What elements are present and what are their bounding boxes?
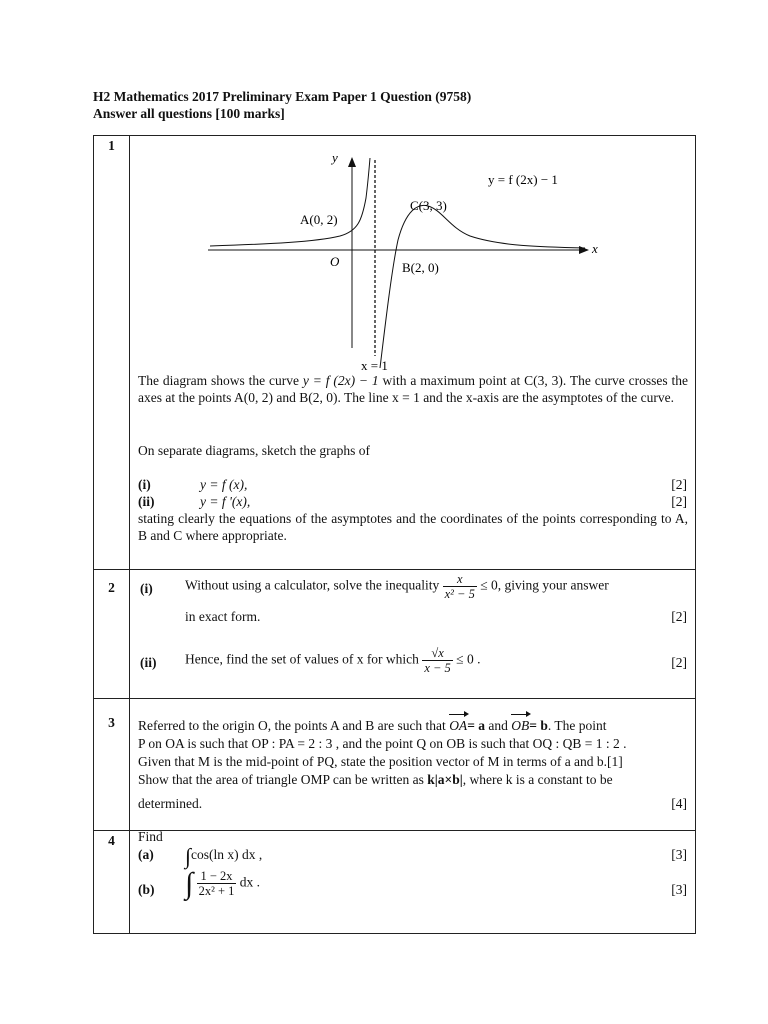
point-c-label: C(3, 3) [410, 198, 447, 213]
q2-part-i-line: Without using a calculator, solve the inequality $\frac{x}{\text{x² − 5}}$ ≤ 0, giving your answer [185, 572, 609, 601]
exam-title: H2 Mathematics 2017 Preliminary Exam Paper 1 Question (9758) [93, 89, 472, 104]
vector-ob: OB [511, 718, 530, 733]
q4-part-b-integral: ∫ $\frac{1 - 2x}{\text{2x² + 1}}$ dx . [185, 867, 261, 900]
q1-part-ii-marks: [2] [671, 494, 687, 509]
question-number-cell [94, 831, 130, 934]
question-table [93, 135, 696, 934]
question-3-number: 3 [108, 715, 115, 730]
question-number-cell [94, 136, 130, 570]
q1-paragraph-3: stating clearly the equations of the asymptotes and the coordinates of the points corresponding to A, B and C where appropriate. [138, 511, 688, 543]
question-number-cell [94, 570, 130, 699]
q1-part-i-text: y = f (x), [200, 477, 248, 492]
curve-equation-label: y = f (2x) − 1 [488, 172, 558, 187]
q3-line-1: Referred to the origin O, the points A and B are such that OA= a and OB= b. The point [138, 718, 607, 733]
q3-marks: [4] [671, 796, 687, 811]
q4-part-a-marks: [3] [671, 847, 687, 862]
q1-part-ii-label: (ii) [138, 494, 155, 509]
q1-part-i-label: (i) [138, 477, 151, 492]
curve-left-branch [210, 158, 370, 246]
asymptote-label: x = 1 [361, 358, 388, 373]
question-1-body [130, 136, 696, 570]
q2-part-i-marks: [2] [671, 609, 687, 624]
curve-diagram [130, 148, 696, 388]
q2-part-i-label: (i) [140, 581, 153, 596]
vector-oa: OA [449, 718, 468, 733]
y-axis-label: y [332, 150, 338, 165]
q3-line-3: Given that M is the mid-point of PQ, state the position vector of M in terms of a and b.[1] [138, 754, 623, 769]
q1-paragraph-1: The diagram shows the curve y = f (2x) − 1 with a maximum point at C(3, 3). The curve crosses the axes at the points A(0, 2) and B(2, 0). The line x = 1 and the x-axis are the asymptotes of the curve. [138, 373, 688, 405]
q1-part-i-marks: [2] [671, 477, 687, 492]
q3-line-4: Show that the area of triangle OMP can be written as k|a×b|, where k is a constant to be [138, 772, 613, 787]
question-1-row [94, 136, 696, 570]
question-3-body [130, 699, 696, 831]
question-4-row [94, 831, 696, 934]
q4-part-a-label: (a) [138, 847, 154, 862]
q4-part-b-label: (b) [138, 882, 155, 897]
q4-find: Find [138, 829, 163, 844]
curve-right-branch [380, 205, 585, 368]
origin-label: O [330, 254, 340, 269]
q1-part-ii-text: y = f '(x), [200, 494, 251, 509]
q2-sqrt-fraction: $\frac{√x}{x - 5}$ [424, 646, 451, 675]
q3-line-5: determined. [138, 796, 203, 811]
q1-paragraph-2: On separate diagrams, sketch the graphs of [138, 443, 371, 458]
q2-part-ii-marks: [2] [671, 655, 687, 670]
question-4-body [130, 831, 696, 934]
question-2-row [94, 570, 696, 699]
question-number-cell [94, 699, 130, 831]
exam-instructions: Answer all questions [100 marks] [93, 106, 285, 121]
q2-part-ii-label: (ii) [140, 655, 157, 670]
cross-product-expression: k|a×b| [427, 772, 463, 787]
x-axis-label: x [592, 241, 598, 256]
q4-part-a-integral: ∫cos(ln x) dx , [185, 843, 263, 869]
exam-header [93, 88, 471, 122]
question-4-number: 4 [108, 833, 115, 848]
q2-part-ii-line: Hence, find the set of values of x for which $\frac{√x}{x - 5}$ ≤ 0 . [185, 646, 481, 675]
q2-fraction: $\frac{x}{\text{x² − 5}}$ [444, 572, 475, 601]
question-2-body [130, 570, 696, 699]
q2-part-i-continuation: in exact form. [185, 609, 261, 624]
question-1-number: 1 [108, 138, 115, 153]
q1-inline-equation: y = f (2x) − 1 [302, 373, 379, 388]
q4-part-b-marks: [3] [671, 882, 687, 897]
question-2-number: 2 [108, 580, 115, 595]
q3-line-2: P on OA is such that OP : PA = 2 : 3 , and the point Q on OB is such that OQ : QB = 1 : 2 . [138, 736, 627, 751]
point-b-label: B(2, 0) [402, 260, 439, 275]
point-a-label: A(0, 2) [300, 212, 338, 227]
question-3-row [94, 699, 696, 831]
